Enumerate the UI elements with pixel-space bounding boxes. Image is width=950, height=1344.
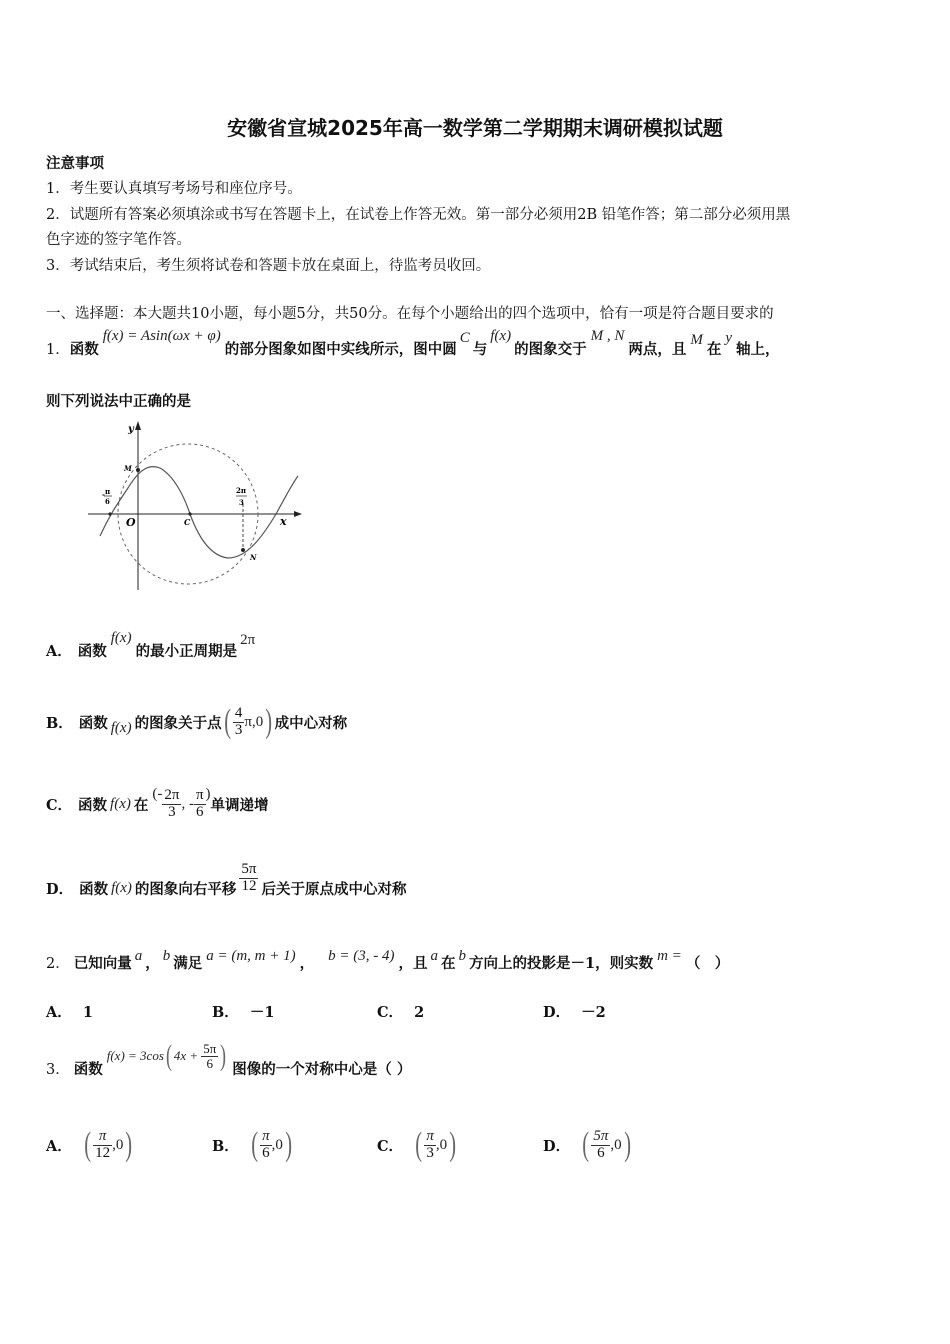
q1-c-fraction-1 <box>162 788 181 821</box>
q2-text-4: 在 <box>441 954 456 972</box>
q1-text-3: 与 <box>472 340 488 358</box>
q3-num: 5π <box>203 1040 217 1056</box>
q1-b-fx: f(x) <box>110 719 132 736</box>
q1-c-den-2: 6 <box>195 803 204 820</box>
q3-c-paren-close: ) <box>449 1126 457 1163</box>
graph-x-label: x <box>280 515 287 528</box>
q1-option-d[interactable] <box>46 856 406 920</box>
notice-item-2-cont: 色字迹的签字笔作答。 <box>46 232 191 248</box>
y-axis-arrow <box>135 421 141 430</box>
q1-a-text-1: 函数 <box>77 642 107 660</box>
q1-b-text-3: 成中心对称 <box>274 714 348 732</box>
sine-curve <box>100 467 298 558</box>
q3-option-d[interactable] <box>543 1118 633 1172</box>
q1-c-fx: f(x) <box>110 795 131 812</box>
q1-b-num: 4 <box>234 704 243 721</box>
q3-c-den: 3 <box>426 1144 434 1161</box>
q1-text-2: 的部分图象如图中实线所示，图中圆 <box>224 340 457 358</box>
q1-text-6: 在 <box>706 340 722 358</box>
q1-stem-line2: 则下列说法中正确的是 <box>46 393 191 410</box>
q1-a-text-2: 的最小正周期是 <box>135 642 238 660</box>
q1-graph <box>88 416 308 594</box>
q3-option-b[interactable] <box>212 1118 294 1172</box>
q2-option-b[interactable] <box>212 1001 274 1022</box>
q1-c-num-2: π <box>195 786 204 803</box>
point-c <box>188 512 191 515</box>
q3-inner: 4x + <box>173 1048 199 1063</box>
graph-2pi-num: 2π <box>236 486 246 495</box>
q3-d-tail: ,0 <box>610 1136 622 1153</box>
question-3-stem <box>46 1036 411 1100</box>
q2-a-def: a = (m, m + 1) <box>206 947 296 964</box>
page-title: 安徽省宣城2025年高一数学第二学期期末调研模拟试题 <box>227 116 723 140</box>
q2-option-a[interactable] <box>46 1001 93 1022</box>
q1-b-tail: π,0 <box>244 713 264 730</box>
q1-text-5: 两点，且 <box>628 340 687 358</box>
q1-b-paren-open: ( <box>223 703 231 740</box>
q3-f: f(x) = 3cos <box>106 1048 164 1063</box>
q1-circle-c: C <box>459 329 470 346</box>
graph-neg-pi-num: π <box>105 487 111 496</box>
q2-m-eq: m = <box>657 947 682 964</box>
q2-a-ref: a <box>430 947 438 964</box>
q2-text-5: 方向上的投影是－1，则实数 <box>469 954 654 972</box>
q1-text-1: 函数 <box>69 340 99 358</box>
q2-text-2: 满足 <box>173 954 203 972</box>
q3-d-num: 5π <box>593 1127 609 1144</box>
q1-y: y <box>725 329 732 346</box>
q2-option-c[interactable] <box>377 1001 424 1022</box>
q3-paren-open: ( <box>165 1039 172 1072</box>
q3-d-fraction <box>591 1129 610 1162</box>
section-heading: 一、选择题：本大题共10小题，每小题5分，共50分。在每个小题给出的四个选项中，恰有一项是符合题目要求的 <box>46 306 774 322</box>
graph-y-label: y <box>128 424 134 435</box>
q2-a-label: A． <box>46 1004 72 1021</box>
q1-c-text-1: 函数 <box>78 796 108 814</box>
q3-a-fraction <box>93 1129 112 1162</box>
q1-c-mid: , - <box>181 795 194 812</box>
q1-d-text-1: 函数 <box>79 880 109 898</box>
q3-c-tail: ,0 <box>435 1136 448 1153</box>
q3-d-paren-open: ( <box>582 1126 590 1163</box>
q1-b-text-2: 的图象关于点 <box>134 714 222 732</box>
point-n <box>241 548 245 552</box>
q1-c-open: (- <box>152 785 163 802</box>
q3-b-paren-open: ( <box>251 1126 258 1163</box>
q3-b-tail: ,0 <box>271 1136 283 1153</box>
q1-fx: f(x) <box>490 327 512 344</box>
q1-b-paren-close: ) <box>265 703 273 740</box>
q2-d-value: －2 <box>581 1004 606 1021</box>
q1-c-text-2: 在 <box>133 796 149 814</box>
question-2-stem <box>46 942 729 982</box>
q3-option-c[interactable] <box>377 1118 458 1172</box>
q3-a-paren-close: ) <box>125 1126 133 1163</box>
q3-c-fraction <box>424 1129 436 1162</box>
q3-b-paren-close: ) <box>285 1126 292 1163</box>
q2-b-label: B． <box>212 1004 239 1021</box>
notice-item-1: 1．考生要认真填写考场号和座位序号。 <box>46 181 302 197</box>
q1-b-den: 3 <box>234 721 243 738</box>
q3-paren-close: ) <box>220 1039 227 1072</box>
notice-item-2: 2．试题所有答案必须填涂或书写在答题卡上，在试卷上作答无效。第一部分必须用2B 铅笔作答；第二部分必须用黑 <box>46 207 791 223</box>
q1-b-fraction <box>233 706 245 739</box>
q1-c-text-3: 单调递增 <box>210 796 269 814</box>
q1-a-fx: f(x) <box>110 629 132 646</box>
x-axis-arrow <box>294 511 302 517</box>
graph-neg-pi-den: 6 <box>105 497 110 506</box>
graph-c-label: C <box>184 517 191 527</box>
graph-n-label: N <box>250 553 257 562</box>
q3-d-den: 6 <box>597 1144 605 1161</box>
q3-d-label: D． <box>543 1137 571 1155</box>
q3-den: 6 <box>206 1055 213 1071</box>
q1-formula: f(x) = Asin(ωx + φ) <box>102 327 221 344</box>
q3-b-fraction <box>260 1129 272 1162</box>
q3-d-paren-close: ) <box>623 1126 631 1163</box>
q1-a-label: A． <box>46 642 72 660</box>
notice-item-3: 3．考试结束后，考生须将试卷和答题卡放在桌面上，待监考员收回。 <box>46 258 491 274</box>
q2-number: 2． <box>46 955 70 972</box>
q2-vector-a: a <box>134 947 143 964</box>
q2-vector-b: b <box>162 947 171 964</box>
q2-c-value: 2 <box>414 1004 425 1021</box>
q2-b-value: －1 <box>249 1004 275 1021</box>
graph-2pi-den: 3 <box>239 498 244 507</box>
q2-text-1: 已知向量 <box>73 954 132 972</box>
q1-d-num: 5π <box>241 860 257 877</box>
q2-comma-2: ， <box>299 954 315 972</box>
q3-a-label: A． <box>46 1137 72 1155</box>
q3-option-a[interactable] <box>46 1118 135 1172</box>
q1-d-text-3: 后关于原点成中心对称 <box>261 880 407 898</box>
q1-c-fraction-2 <box>194 788 206 821</box>
graph-neg-sign: - <box>102 490 105 499</box>
notice-heading: 注意事项 <box>46 155 104 172</box>
q3-b-num: π <box>262 1127 270 1144</box>
point-neg-pi6 <box>108 512 111 515</box>
q3-a-den: 12 <box>95 1144 111 1161</box>
q2-a-value: 1 <box>82 1004 93 1021</box>
q1-c-label: C． <box>46 796 73 814</box>
q3-a-tail: ,0 <box>112 1136 124 1153</box>
q3-text-2: 图像的一个对称中心是（ ） <box>232 1060 412 1078</box>
q1-d-fx: f(x) <box>111 879 132 896</box>
point-m <box>136 468 140 472</box>
q2-text-3: ，且 <box>398 954 428 972</box>
q1-mn: M , N <box>590 327 625 344</box>
q1-option-b[interactable] <box>46 690 347 754</box>
q1-c-close: ) <box>205 785 211 802</box>
q1-number: 1． <box>46 341 70 358</box>
q2-option-d[interactable] <box>543 1001 606 1022</box>
q1-d-den: 12 <box>241 877 257 894</box>
question-1-stem <box>46 326 780 370</box>
q3-fraction <box>201 1042 218 1070</box>
q3-c-paren-open: ( <box>415 1126 423 1163</box>
q1-option-a[interactable] <box>46 630 255 670</box>
q1-b-label: B． <box>46 714 73 732</box>
q1-c-num-1: 2π <box>164 786 180 803</box>
q2-d-label: D． <box>543 1004 571 1021</box>
q1-text-7: 轴上， <box>736 340 780 358</box>
q3-formula <box>107 1039 229 1073</box>
q3-c-num: π <box>426 1127 434 1144</box>
graph-origin: O <box>126 516 136 529</box>
q3-number: 3． <box>46 1061 70 1078</box>
q3-b-den: 6 <box>262 1144 270 1161</box>
q2-c-label: C． <box>377 1004 404 1021</box>
q2-text-6: （ ） <box>685 954 730 972</box>
q1-c-den-1: 3 <box>168 803 176 820</box>
q1-d-fraction <box>239 862 258 895</box>
q1-option-c[interactable] <box>46 772 269 836</box>
q2-b-def: b = (3, - 4) <box>328 947 395 964</box>
q1-text-4: 的图象交于 <box>514 340 587 358</box>
q1-a-value: 2π <box>240 631 256 648</box>
q2-comma: ， <box>145 954 160 972</box>
q1-m: M <box>690 331 703 348</box>
q3-a-num: π <box>93 1129 112 1146</box>
q3-a-paren-open: ( <box>84 1126 91 1163</box>
q3-text-1: 函数 <box>73 1060 103 1078</box>
q1-d-label: D． <box>46 880 74 898</box>
q1-b-text-1: 函数 <box>78 714 108 732</box>
q2-b-ref: b <box>458 947 466 964</box>
graph-m-label: M <box>124 464 132 473</box>
q1-d-text-2: 的图象向右平移 <box>134 880 237 898</box>
q3-b-label: B． <box>212 1137 239 1155</box>
q3-c-label: C． <box>377 1137 404 1155</box>
